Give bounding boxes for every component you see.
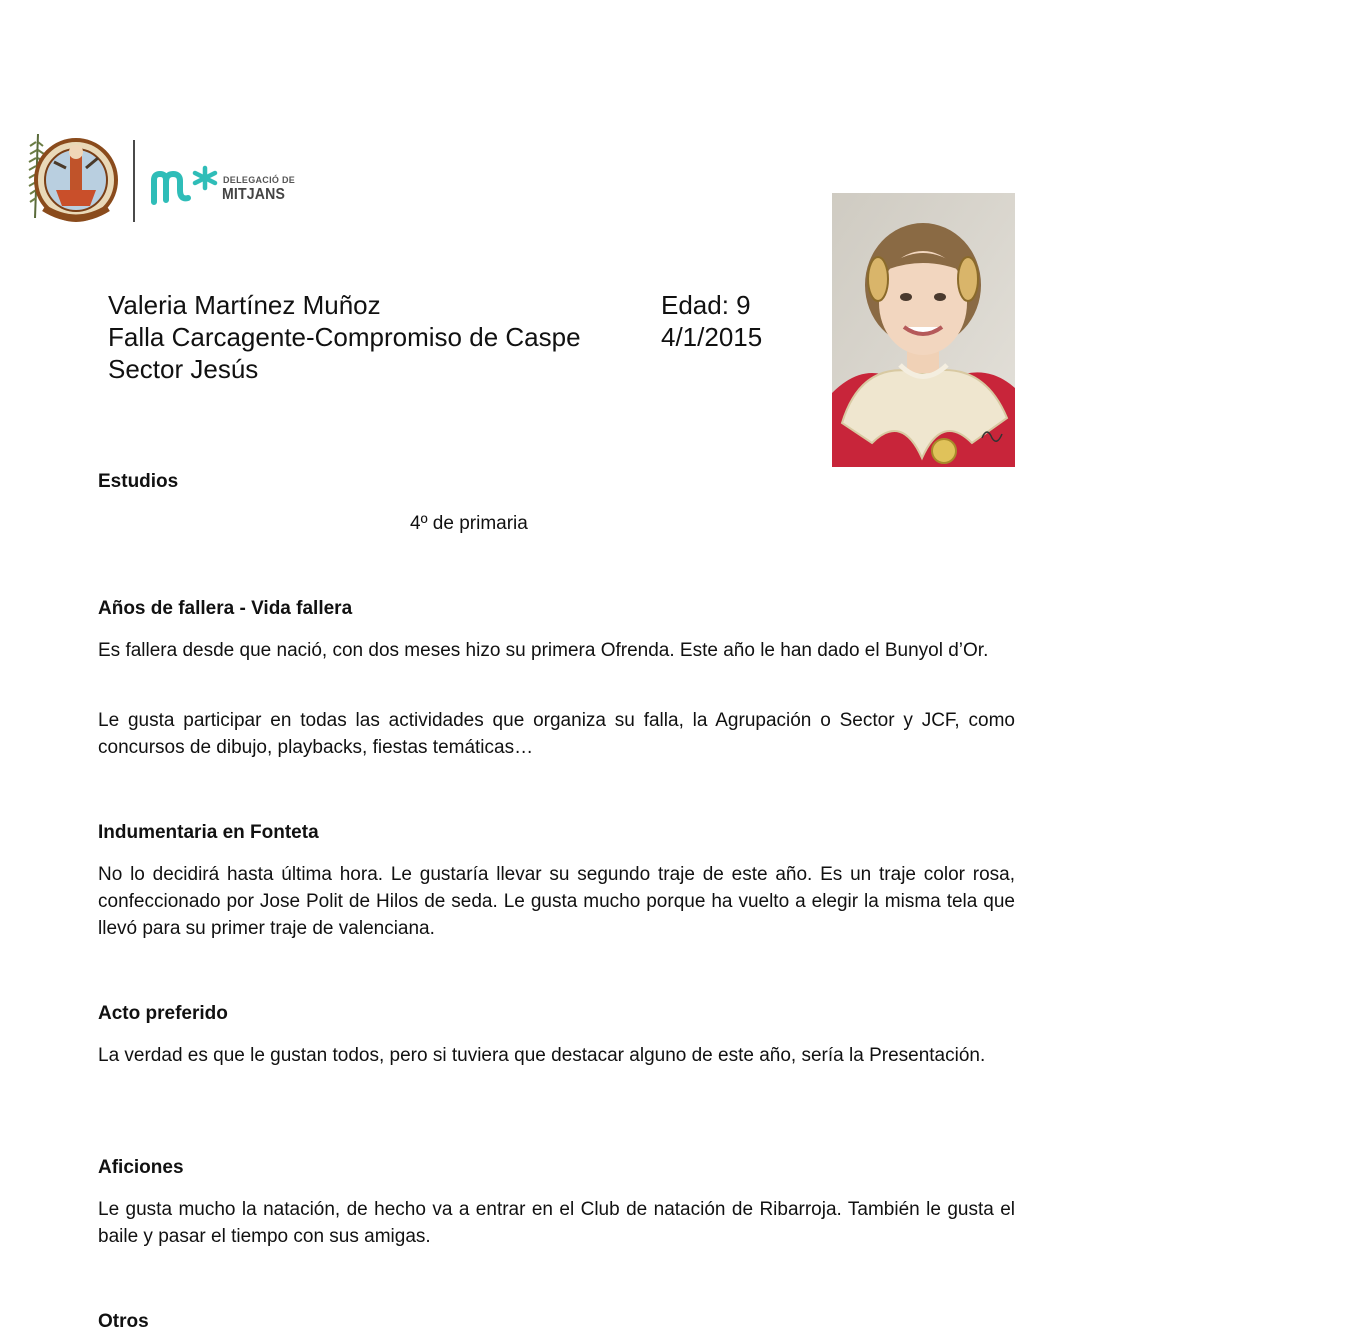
candidate-portrait-photo xyxy=(832,193,1015,467)
aficiones-paragraph: Le gusta mucho la natación, de hecho va a entrar en el Club de natación de Ribarroja. También le gusta el baile y pasar el tiempo con sus amigas. xyxy=(98,1199,1015,1247)
acto-preferido-heading: Acto preferido xyxy=(98,1003,228,1024)
mitjans-m-logo xyxy=(150,164,218,206)
delegation-big-label: MITJANS xyxy=(222,186,286,203)
otros-heading: Otros xyxy=(98,1311,149,1332)
candidate-name: Valeria Martínez Muñoz xyxy=(108,290,381,320)
sector-name: Sector Jesús xyxy=(108,354,259,384)
logo-divider xyxy=(133,140,135,222)
delegation-small-label: DELEGACIÓ DE xyxy=(223,175,296,185)
birth-date: 4/1/2015 xyxy=(661,322,763,352)
vida-fallera-paragraph-2: Le gusta participar en todas las actividades que organiza su falla, la Agrupación o Sector y JCF, como concursos de dibujo, playbacks, fiestas temáticas… xyxy=(98,710,1015,758)
indumentaria-heading: Indumentaria en Fonteta xyxy=(98,822,319,843)
school-name-redacted xyxy=(98,513,394,537)
estudios-heading: Estudios xyxy=(98,471,179,492)
jcf-seal-logo xyxy=(26,128,120,228)
falla-name: Falla Carcagente-Compromiso de Caspe xyxy=(108,322,581,352)
aficiones-heading: Aficiones xyxy=(98,1157,184,1178)
indumentaria-paragraph: No lo decidirá hasta última hora. Le gustaría llevar su segundo traje de este año. Es un traje color rosa, confeccionado por Jose Polit de Hilos de seda. Le gusta mucho porque ha vuelto a elegir la misma tela que llevó para su primer traje de valenciana. xyxy=(98,864,1015,939)
acto-preferido-paragraph: La verdad es que le gustan todos, pero si tuviera que destacar alguno de este año, sería la Presentación. xyxy=(98,1045,986,1066)
school-level: 4º de primaria xyxy=(410,513,528,534)
vida-fallera-paragraph-1: Es fallera desde que nació, con dos meses hizo su primera Ofrenda. Este año le han dado el Bunyol d’Or. xyxy=(98,640,989,661)
age-label: Edad: 9 xyxy=(661,290,751,320)
vida-fallera-heading: Años de fallera - Vida fallera xyxy=(98,598,353,619)
